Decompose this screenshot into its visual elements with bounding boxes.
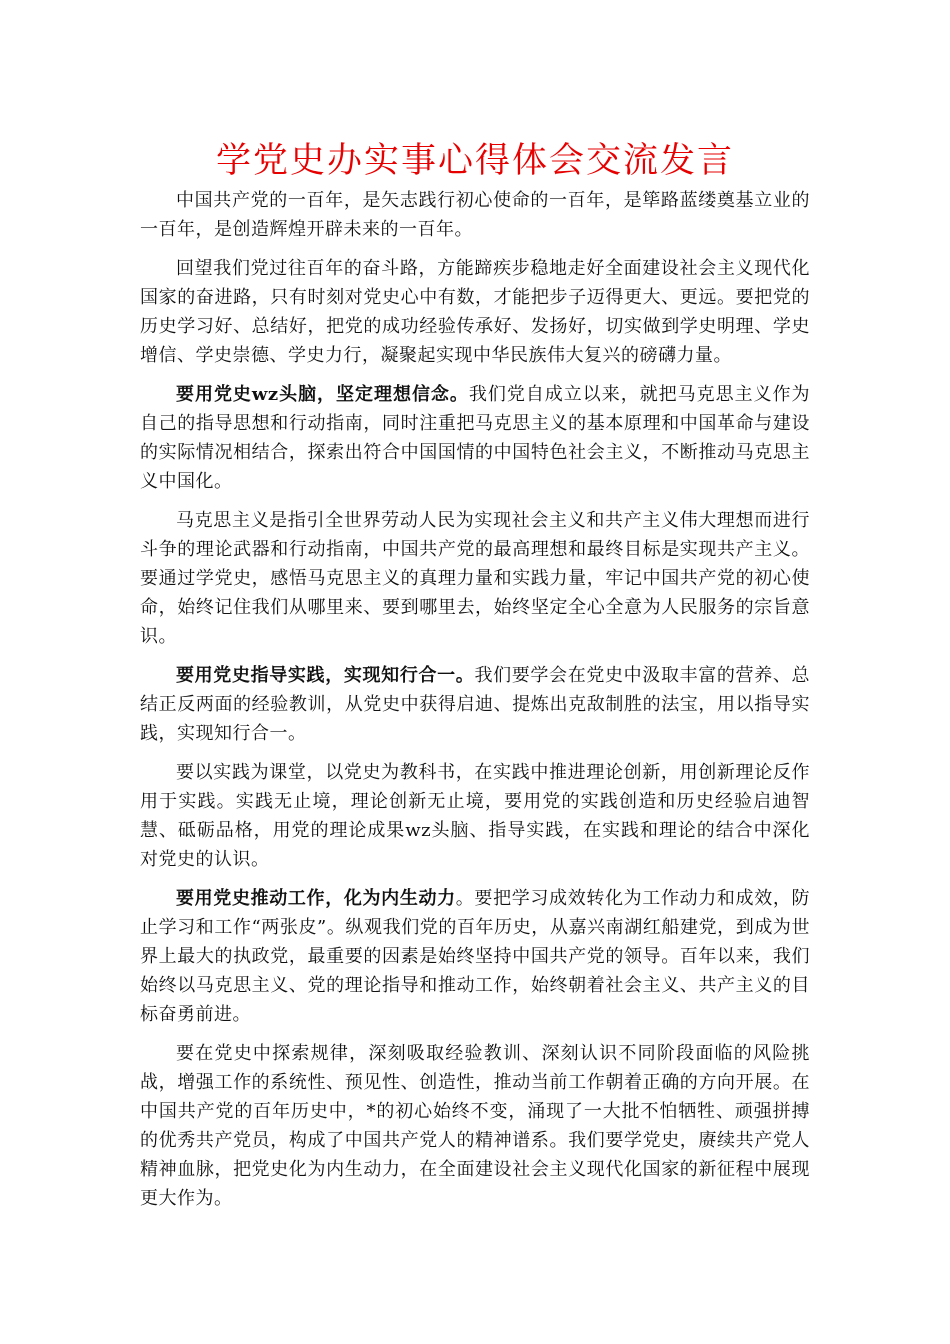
paragraph-6 [140, 758, 810, 874]
paragraph-text: 。要把学习成效转化为工作动力和成效，防止学习和工作“两张皮”。纵观我们党的百年历史，从嘉兴南湖红船建党，到成为世界上最大的执政党，最重要的因素是始终坚持中国共产党的领导。百年以来，我们始终以马克思主义、党的理论指导和推动工作，始终朝着社会主义、共产主义的目标奋勇前进。 [140, 888, 811, 1025]
paragraph-text: 我们党自成立以来，就把马克思主义作为自己的指导思想和行动指南，同时注重把马克思主义的基本原理和中国革命与建设的实际情况相结合，探索出符合中国国情的中国特色社会主义，不断推动马克思主义中国化。 [140, 384, 811, 492]
paragraph-text: 我们要学会在党史中汲取丰富的营养、总结正反两面的经验教训，从党史中获得启迪、提炼出克敌制胜的法宝，用以指导实践，实现知行合一。 [140, 665, 811, 744]
paragraph-text: 要在党史中探索规律，深刻吸取经验教训、深刻认识不同阶段面临的风险挑战，增强工作的系统性、预见性、创造性，推动当前工作朝着正确的方向开展。在中国共产党的百年历史中，*的初心始终不变，涌现了一大批不怕牺牲、顽强拼搏的优秀共产党员，构成了中国共产党人的精神谱系。我们要学党史，赓续共产党人精神血脉，把党史化为内生动力，在全面建设社会主义现代化国家的新征程中展现更大作为。 [140, 1043, 810, 1209]
document-body [140, 186, 810, 1223]
paragraph-2 [140, 254, 810, 370]
paragraph-1 [140, 186, 810, 244]
paragraph-8 [140, 1039, 810, 1213]
paragraph-text: 马克思主义是指引全世界劳动人民为实现社会主义和共产主义伟大理想而进行斗争的理论武器和行动指南，中国共产党的最高理想和最终目标是实现共产主义。要通过学党史，感悟马克思主义的真理力量和实践力量，牢记中国共产党的初心使命，始终记住我们从哪里来、要到哪里去，始终坚定全心全意为人民服务的宗旨意识。 [140, 510, 810, 647]
paragraph-4 [140, 506, 810, 651]
paragraph-7 [140, 884, 810, 1029]
paragraph-lead: 要用党史wz头脑，坚定理想信念。 [176, 384, 469, 405]
paragraph-lead: 要用党史推动工作，化为内生动力 [176, 888, 456, 909]
paragraph-5 [140, 661, 810, 748]
paragraph-text: 中国共产党的一百年，是矢志践行初心使命的一百年，是筚路蓝缕奠基立业的一百年，是创造辉煌开辟未来的一百年。 [140, 190, 810, 240]
paragraph-text: 回望我们党过往百年的奋斗路，方能蹄疾步稳地走好全面建设社会主义现代化国家的奋进路，只有时刻对党史心中有数，才能把步子迈得更大、更远。要把党的历史学习好、总结好，把党的成功经验传承好、发扬好，切实做到学史明理、学史增信、学史崇德、学史力行，凝聚起实现中华民族伟大复兴的磅礴力量。 [140, 258, 810, 366]
paragraph-text: 要以实践为课堂，以党史为教科书，在实践中推进理论创新，用创新理论反作用于实践。实践无止境，理论创新无止境，要用党的实践创造和历史经验启迪智慧、砥砺品格，用党的理论成果wz头脑、指导实践，在实践和理论的结合中深化对党史的认识。 [140, 762, 810, 870]
paragraph-lead: 要用党史指导实践，实现知行合一。 [176, 665, 475, 686]
document-title: 学党史办实事心得体会交流发言 [215, 141, 734, 181]
paragraph-3 [140, 380, 810, 496]
